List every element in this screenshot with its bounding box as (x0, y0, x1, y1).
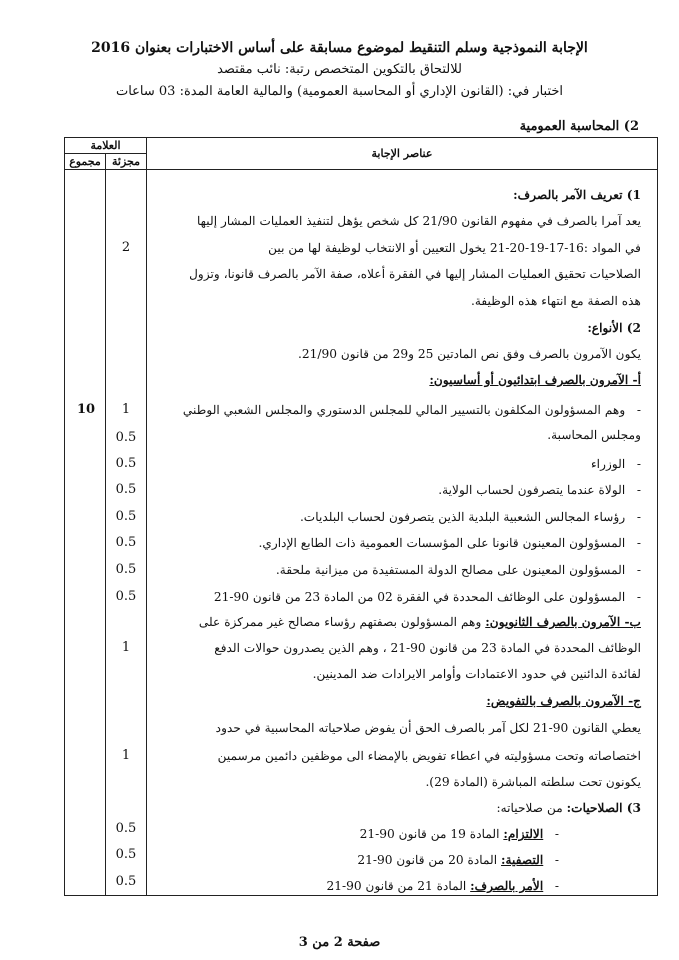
page-footer: صفحة 2 من 3 (298, 935, 381, 950)
c-line: يعطي القانون 90-21 لكل آمر بالصرف الحق أن يفوض صلاحياته المحاسبية في حدود (215, 721, 641, 735)
mark-s3-2: 0.5 (115, 847, 137, 862)
b-line: لفائدة الدائنين في حدود الاعتمادات وأوامر الايرادات ضد المدينين. (312, 667, 641, 681)
a-item: - المسؤولون المعينون على مصالح الدولة المستفيدة من ميزانية ملحقة. (275, 563, 641, 577)
mark-b: 1 (121, 640, 131, 655)
a-title: أ- الآمرون بالصرف ابتدائيون أو أساسيون: (429, 373, 641, 387)
c-title: ج- الآمرون بالصرف بالتفويض: (486, 694, 641, 708)
mark-s1: 2 (121, 240, 131, 255)
answer-header: عناصر الإجابة (147, 138, 658, 170)
mark-a6: 0.5 (115, 535, 137, 550)
mark-a2: 0.5 (115, 430, 137, 445)
header-line-2: للالتحاق بالتكوين المتخصص رتبة: نائب مقتصد (217, 62, 462, 77)
total-mark: 10 (76, 402, 96, 417)
s1-line: يعد آمرا بالصرف في مفهوم القانون 21/90 كل شخص يؤهل لتنفيذ العمليات المشار إليها (196, 214, 641, 228)
partial-header: مجزئة (106, 154, 147, 170)
a-item: - الولاة عندما يتصرفون لحساب الولاية. (438, 483, 641, 497)
s2-title: 2) الأنواع: (587, 321, 641, 335)
mark-s3-1: 0.5 (115, 821, 137, 836)
mark-c: 1 (121, 748, 131, 763)
s3-item: - الأمر بالصرف: المادة 21 من قانون 90-21 (326, 879, 559, 893)
a-item: - وهم المسؤولون المكلفون بالتسيير المالي للمجلس الدستوري والمجلس الشعبي الوطني (182, 403, 641, 417)
a-item: - المسؤولون على الوظائف المحددة في الفقرة 02 من المادة 23 من قانون 90-21 (213, 590, 641, 604)
s3-item: - التصفية: المادة 20 من قانون 90-21 (357, 853, 559, 867)
header-line-3: اختبار في: (القانون الإداري أو المحاسبة العمومية) والمالية العامة المدة: 03 ساعات (115, 84, 564, 99)
s3-item: - الالتزام: المادة 19 من قانون 90-21 (359, 827, 559, 841)
s1-title: 1) تعريف الآمر بالصرف: (513, 188, 641, 202)
mark-s3-3: 0.5 (115, 874, 137, 889)
mark-a5: 0.5 (115, 509, 137, 524)
s1-line: في المواد :16-17-19-20-21 يخول التعيين أو الانتخاب لوظيفة لها من بين (268, 241, 641, 255)
c-line: اختصاصاته وتحت مسؤوليته في اعطاء تفويض بالإمضاء الى موظفين دائمين مرسمين (217, 749, 641, 763)
section-title: 2) المحاسبة العمومية (519, 119, 639, 134)
a-item: - المسؤولون المعينون قانونا على المؤسسات العمومية ذات الطابع الإداري. (258, 536, 641, 550)
c-line: يكونون تحت سلطته المباشرة (المادة 29). (425, 775, 641, 789)
mark-a3: 0.5 (115, 456, 137, 471)
mark-a7: 0.5 (115, 562, 137, 577)
mark-a8: 0.5 (115, 589, 137, 604)
s1-line: الصلاحيات تحقيق العمليات المشار إليها في الفقرة أعلاه، صفة الآمر بالصرف قانونا، وتزول (189, 267, 641, 281)
s2-line: يكون الآمرون بالصرف وفق نص المادتين 25 و29 من قانون 21/90. (297, 347, 641, 361)
s3-title: 3) الصلاحيات: من صلاحياته: (496, 801, 641, 815)
a-item: - الوزراء (590, 457, 641, 471)
s1-line: هذه الصفة مع انتهاء هذه الوظيفة. (470, 294, 641, 308)
b-line: ب- الآمرون بالصرف الثانويون: وهم المسؤولون بصفتهم رؤساء مصالح غير ممركزة على (198, 615, 641, 629)
total-header: مجموع (65, 154, 106, 170)
a-item-cont: ومجلس المحاسبة. (547, 428, 641, 442)
b-line: الوظائف المحددة في المادة 23 من قانون 90-21 ، وهم الذين يصدرون حوالات الدفع (214, 641, 641, 655)
mark-a4: 0.5 (115, 482, 137, 497)
mark-a1: 1 (121, 402, 131, 417)
mark-header: العلامة (65, 138, 146, 153)
header-line-1: الإجابة النموذجية وسلم التنقيط لموضوع مسابقة على أساس الاختبارات بعنوان 2016 (91, 40, 588, 56)
a-item: - رؤساء المجالس الشعبية البلدية الذين يتصرفون لحساب البلديات. (299, 510, 641, 524)
